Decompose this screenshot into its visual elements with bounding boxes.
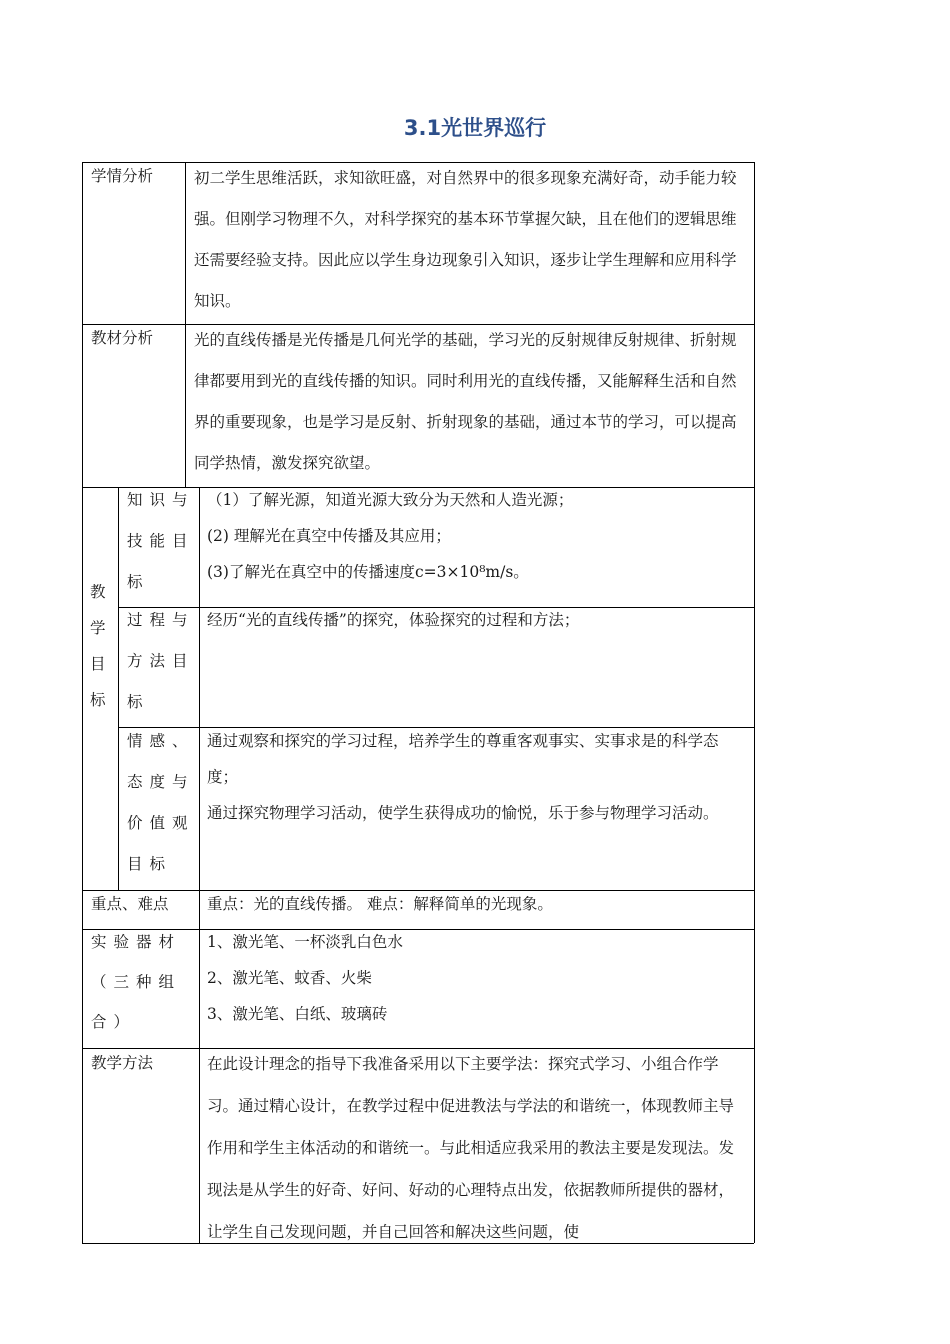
list-item: 通过探究物理学习活动，使学生获得成功的愉悦，乐于参与物理学习活动。 (207, 804, 719, 822)
paragraph: 初二学生思维活跃，求知欲旺盛，对自然界中的很多现象充满好奇，动手能力较强。但刚学习物理不久，对科学探究的基本环节掌握欠缺，且在他们的逻辑思维还需要经验支持。因此应以学生身边现象引入知识，逐步让学生理解和应用科学知识。 (194, 169, 737, 310)
label-method: 教学方法 (91, 1054, 154, 1072)
paragraph: 在此设计理念的指导下我准备采用以下主要学法：探究式学习、小组合作学习。通过精心设计，在教学过程中促进教法与学法的和谐统一，体现教师主导作用和学生主体活动的和谐统一。与此相适应我采用的教法主要是发现法。发现法是从学生的好奇、好问、好动的心理特点出发，依据教师所提供的器材，让学生自己发现问题，并自己回答和解决这些问题，使 (207, 1055, 735, 1241)
text-jiaocai (194, 320, 746, 484)
text-xueqing (194, 158, 746, 322)
paragraph: 光的直线传播是光传播是几何光学的基础，学习光的反射规律反射规律、折射规律都要用到光的直线传播的知识。同时利用光的直线传播，又能解释生活和自然界的重要现象，也是学习是反射、折射现象的基础，通过本节的学习，可以提高同学热情，激发探究欲望。 (194, 331, 737, 472)
list-emotion (207, 723, 747, 831)
list-item: 1、激光笔、一杯淡乳白色水 (207, 933, 403, 951)
list-knowledge (207, 482, 747, 590)
list-equipment (207, 924, 747, 1032)
page-title: 3.1光世界巡行 (403, 116, 547, 140)
text-keypoints: 重点：光的直线传播。 难点：解释简单的光现象。 (207, 895, 553, 913)
label-goals: 教学目标 (90, 583, 106, 709)
list-item: (3)了解光在真空中的传播速度c=3×10⁸m/s。 (207, 563, 529, 581)
list-item: 通过观察和探究的学习过程，培养学生的尊重客观事实、实事求是的科学态度； (207, 732, 719, 786)
label-keypoints: 重点、难点 (91, 895, 169, 913)
list-item: 经历“光的直线传播”的探究，体验探究的过程和方法； (207, 611, 580, 629)
list-item: (2) 理解光在真空中传播及其应用； (207, 527, 451, 545)
list-item: （1）了解光源，知道光源大致分为天然和人造光源； (207, 491, 574, 509)
label-emotion: 情感、态度与价值观目标 (127, 732, 195, 873)
text-method (207, 1043, 747, 1241)
label-process: 过程与方法目标 (127, 611, 195, 711)
label-jiaocai: 教材分析 (91, 329, 154, 347)
list-item: 2、激光笔、蚊香、火柴 (207, 969, 372, 987)
list-item: 3、激光笔、白纸、玻璃砖 (207, 1005, 388, 1023)
list-process (207, 602, 747, 638)
label-xueqing: 学情分析 (91, 167, 154, 185)
label-knowledge: 知识与技能目标 (127, 491, 195, 591)
label-equipment: 实验器材（三种组合） (91, 933, 182, 1031)
